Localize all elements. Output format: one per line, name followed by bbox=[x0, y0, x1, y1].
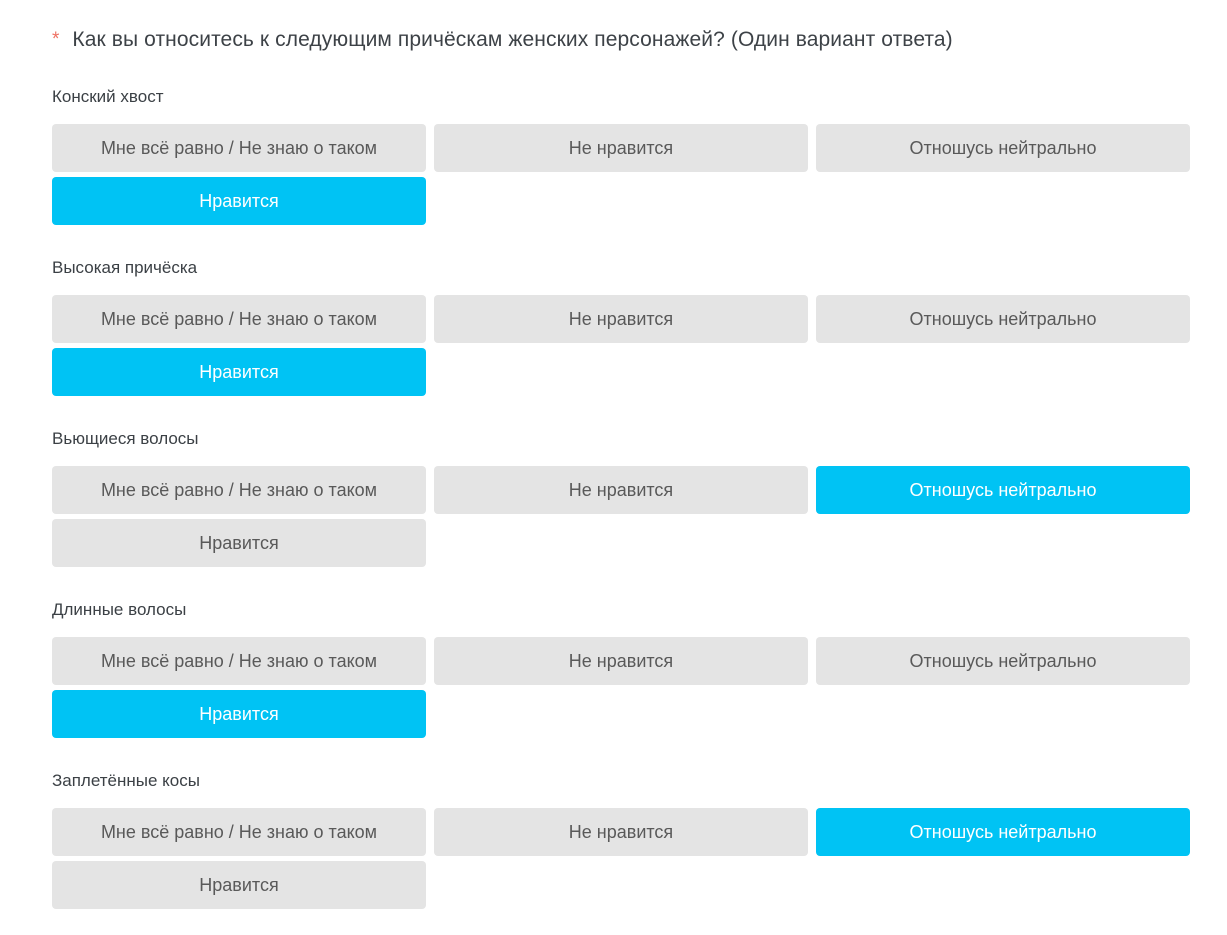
answer-group bbox=[52, 600, 1190, 738]
group-label-высокая-причёска: Высокая причёска bbox=[52, 258, 198, 277]
answer-group bbox=[52, 258, 1190, 396]
option-button-заплетённые-косы-мне-всё-равно-не-знаю-о-таком[interactable]: Мне всё равно / Не знаю о таком bbox=[52, 808, 426, 856]
options-grid bbox=[52, 295, 1190, 396]
options-grid bbox=[52, 808, 1190, 909]
option-button-длинные-волосы-не-нравится[interactable]: Не нравится bbox=[434, 637, 808, 685]
option-button-конский-хвост-не-нравится[interactable]: Не нравится bbox=[434, 124, 808, 172]
options-grid bbox=[52, 124, 1190, 225]
answer-group bbox=[52, 429, 1190, 567]
group-label-заплетённые-косы: Заплетённые косы bbox=[52, 771, 200, 790]
option-button-заплетённые-косы-не-нравится[interactable]: Не нравится bbox=[434, 808, 808, 856]
answer-group bbox=[52, 771, 1190, 909]
option-button-заплетённые-косы-отношусь-нейтрально[interactable]: Отношусь нейтрально bbox=[816, 808, 1190, 856]
option-button-заплетённые-косы-нравится[interactable]: Нравится bbox=[52, 861, 426, 909]
option-button-высокая-причёска-нравится[interactable]: Нравится bbox=[52, 348, 426, 396]
option-button-конский-хвост-мне-всё-равно-не-знаю-о-таком[interactable]: Мне всё равно / Не знаю о таком bbox=[52, 124, 426, 172]
required-asterisk-icon: * bbox=[52, 29, 60, 50]
option-button-длинные-волосы-отношусь-нейтрально[interactable]: Отношусь нейтрально bbox=[816, 637, 1190, 685]
answer-groups bbox=[52, 87, 1190, 909]
option-button-вьющиеся-волосы-нравится[interactable]: Нравится bbox=[52, 519, 426, 567]
option-button-длинные-волосы-мне-всё-равно-не-знаю-о-таком[interactable]: Мне всё равно / Не знаю о таком bbox=[52, 637, 426, 685]
options-grid bbox=[52, 466, 1190, 567]
answer-group bbox=[52, 87, 1190, 225]
option-button-конский-хвост-отношусь-нейтрально[interactable]: Отношусь нейтрально bbox=[816, 124, 1190, 172]
option-button-длинные-волосы-нравится[interactable]: Нравится bbox=[52, 690, 426, 738]
question-header bbox=[52, 26, 1190, 54]
option-button-высокая-причёска-отношусь-нейтрально[interactable]: Отношусь нейтрально bbox=[816, 295, 1190, 343]
group-label-вьющиеся-волосы: Вьющиеся волосы bbox=[52, 429, 199, 448]
group-label-конский-хвост: Конский хвост bbox=[52, 87, 164, 106]
option-button-высокая-причёска-мне-всё-равно-не-знаю-о-таком[interactable]: Мне всё равно / Не знаю о таком bbox=[52, 295, 426, 343]
option-button-вьющиеся-волосы-отношусь-нейтрально[interactable]: Отношусь нейтрально bbox=[816, 466, 1190, 514]
options-grid bbox=[52, 637, 1190, 738]
group-label-длинные-волосы: Длинные волосы bbox=[52, 600, 187, 619]
option-button-вьющиеся-волосы-не-нравится[interactable]: Не нравится bbox=[434, 466, 808, 514]
question-title: Как вы относитесь к следующим причёскам женских персонажей? (Один вариант ответа) bbox=[72, 28, 953, 51]
option-button-конский-хвост-нравится[interactable]: Нравится bbox=[52, 177, 426, 225]
option-button-высокая-причёска-не-нравится[interactable]: Не нравится bbox=[434, 295, 808, 343]
option-button-вьющиеся-волосы-мне-всё-равно-не-знаю-о-таком[interactable]: Мне всё равно / Не знаю о таком bbox=[52, 466, 426, 514]
